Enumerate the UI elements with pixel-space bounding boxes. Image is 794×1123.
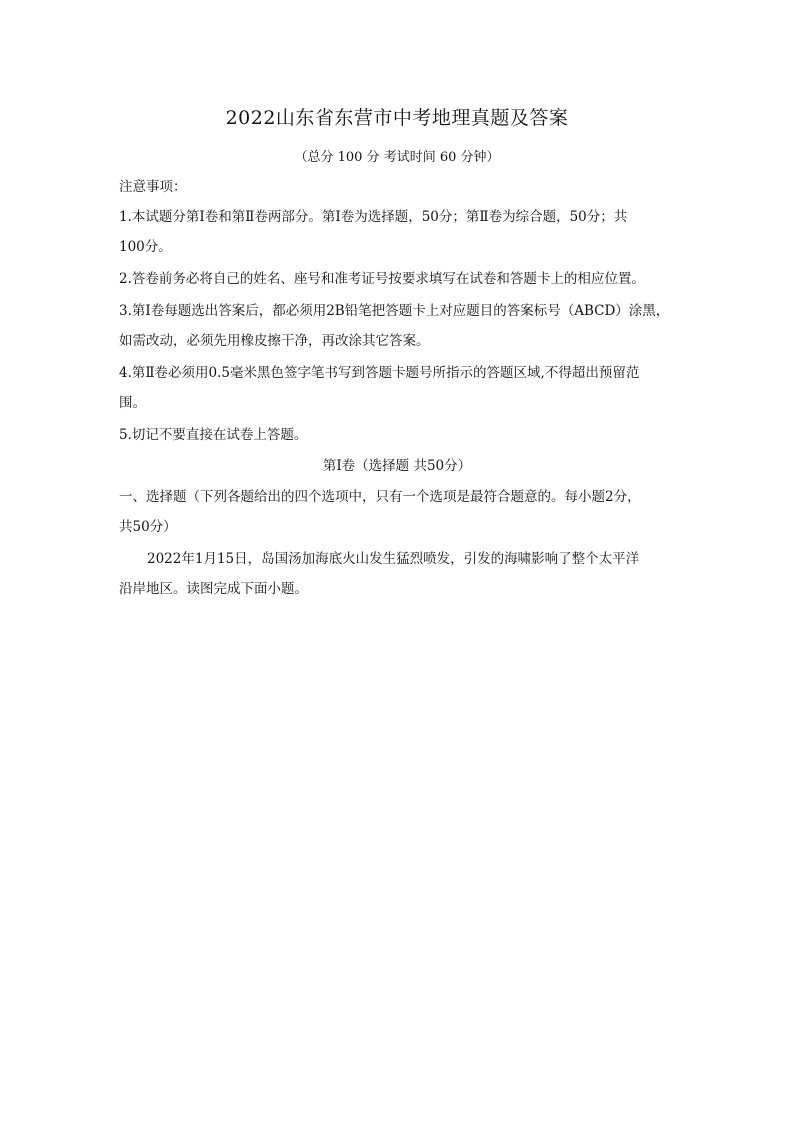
note-2-line-1: 2.答卷前务必将自己的姓名、座号和准考证号按要求填写在试卷和答题卡上的相应位置。 <box>119 271 645 287</box>
note-4-line-1: 4.第Ⅱ卷必须用0.5毫米黑色签字笔书写到答题卡题号所指示的答题区域,不得超出预留范 <box>119 365 640 381</box>
note-1-line-1: 1.本试题分第Ⅰ卷和第Ⅱ卷两部分。第Ⅰ卷为选择题，50分；第Ⅱ卷为综合题，50分；共 <box>119 209 628 225</box>
note-5-line-1: 5.切记不要直接在试卷上答题。 <box>119 427 308 443</box>
part-heading-line-1: 一、选择题（下列各题给出的四个选项中，只有一个选项是最符合题意的。每小题2分， <box>119 489 641 505</box>
passage-line-1: 2022年1月15日，岛国汤加海底火山发生猛烈喷发，引发的海啸影响了整个太平洋 <box>147 551 640 567</box>
exam-info-subtitle: （总分 100 分 考试时间 60 分钟） <box>294 150 500 165</box>
note-3-line-2: 如需改动，必须先用橡皮擦干净，再改涂其它答案。 <box>119 333 430 349</box>
page-title: 2022山东省东营市中考地理真题及答案 <box>225 107 569 129</box>
notes-heading: 注意事项： <box>119 179 187 195</box>
note-3-line-1: 3.第Ⅰ卷每题选出答案后，都必须用2B铅笔把答题卡上对应题目的答案标号（ABCD）涂黑， <box>119 303 670 319</box>
part-heading-line-2: 共50分） <box>119 519 177 535</box>
note-1-line-2: 100分。 <box>119 239 172 255</box>
note-4-line-2: 围。 <box>119 395 146 411</box>
section-title: 第Ⅰ卷（选择题 共50分） <box>322 458 472 474</box>
passage-line-2: 沿岸地区。读图完成下面小题。 <box>119 581 308 597</box>
